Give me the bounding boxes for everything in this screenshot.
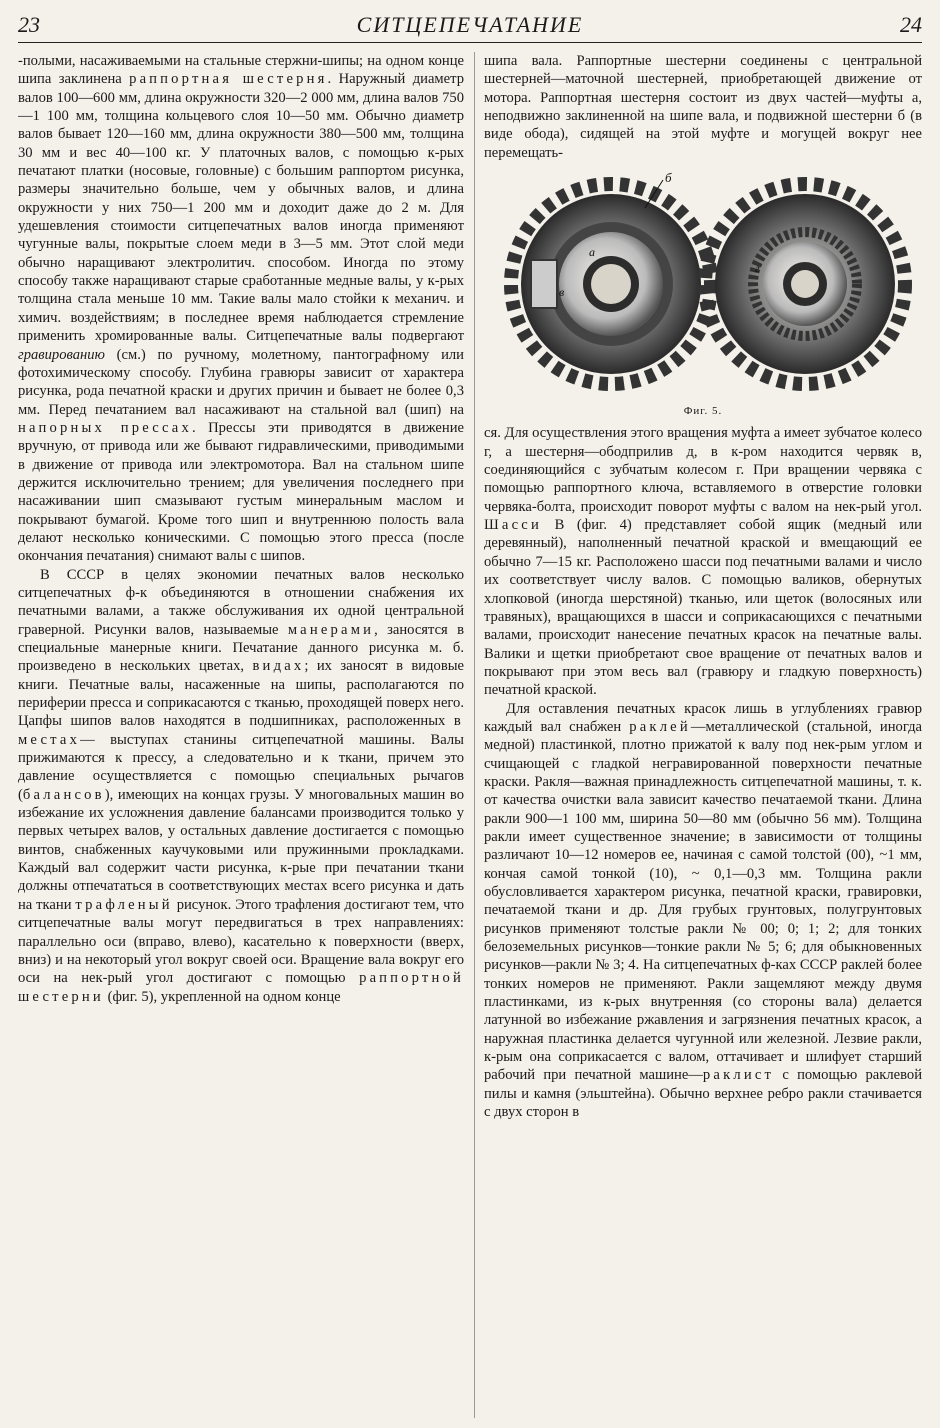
right-paragraph-3 [484, 700, 922, 1122]
left-paragraph-1 [18, 52, 464, 566]
figure-label-a: а [589, 245, 595, 260]
figure-label-b: б [665, 170, 672, 186]
text-run: (фиг. 5), укрепленной на одном конце [107, 988, 341, 1005]
gear-left [511, 184, 711, 384]
spaced-term: видах [252, 658, 305, 675]
figure-caption: Фиг. 5. [683, 405, 723, 418]
spaced-term: трафленый [75, 896, 173, 913]
spaced-term: раппортной шестерни [18, 970, 464, 1005]
text-run: В (фиг. 4) представляет собой ящик (медный или деревянный), наполненный печатной краской и вмещающий ее обычно 7—15 кг. Расположено шасси под печатными валами и число их соответствует числу валов. С помощью валиков, обернутых хлопковой (иногда шерстяной) тканью, или щеток (волосяных или травяных), вращающихся в шасси и соприкасающихся с печатными валами, происходит нанесение печатных красок на печатные валы. Валики и щетки приобретают свое вращение от печатных валов и покрывают при этом весь вал (гравюру и гладкую поверхность) печатной краской. [484, 517, 922, 699]
right-paragraph-1 [484, 52, 922, 162]
text-run: —металлической (стальной, иногда медной) пластинкой, плотно прижатой к валу под нек-рым углом и счищающей с гладкой негравированной поверхности печатные краски. Ракля—важная принадлежность ситцепечатной машины, т. к. от качества очистки вала зависит качество печатаемой ткани. Длина ракли 900—1 100 мм, ширина 50—80 мм (обычно 56 мм). Толщина ракли имеет существенное значение; в зависимости от толщины различают 10—12 номеров ее, начиная с самой толстой (00), ~1 мм, кончая самой тонкой (10), ~ 0,1—0,3 мм. Толщина ракли обусловливается характером рисунка, печатной краски, гравировки, печатаемой ткани и др. Для грубых грунтовых, полугрунтовых рисунков применяют толстые ракли № 00; 0; 1; 2; для тонких белоземельных рисунков—тонкие ракли № 5; 6; для обыкновенных рисунков—ракли № 3; 4. На ситцепечатных ф-ках СССР раклей более тонких номеров не применяют. Ракли защемляют между двумя пластинками, из к-рых внутренняя (со стороны вала) делается латунной во избежание ржавления и загрязнения печатных красок, а наружная пластинка делается чугунной или железной. Лезвие ракли, к-рым она соприкасается с валом, оттачивает и шлифует старший рабочий при печатной машине— [484, 718, 922, 1084]
text-run: ся. Для осуществления этого вращения муфта а имеет зубчатое колесо г, а шестерня—ободприлив д, в к-ром находится червяк в, соединяющийся с зубчатым колесом г. При вращении червяка с помощью раппортного ключа, вставляемого в отверстие головки червяка-болта, происходит поворот муфты с валом на нек-рый угол. [484, 425, 922, 515]
right-paragraph-2 [484, 424, 922, 699]
text-run: . Прессы эти приводятся в движение вручную, от привода или же бывают гидравлическими, приводимыми в движение от привода или электромотора. Вал на стальном шипе держится исключительно трением; для увеличения последнего при насаживании шип смазывают густым минеральным маслом и покрывают бумагой. Кроме того шип и внутреннюю полость вала делают несколько коническими. С помощью этого пресса (после окончания печатания) снимают валы с шипов. [18, 419, 464, 565]
spaced-term: раклист [702, 1067, 775, 1084]
figure-5 [484, 168, 922, 420]
text-run: . Наружный диаметр валов 100—600 мм, длина окружности 320—2 000 мм, длина валов 750—1 100 мм, толщина кольцевого слоя 10—50 мм. Обычно диаметр валов бывает 120—160 мм, длина окружности 380—500 мм, толщина 30 мм и вес 40—100 кг. У платочных валов, с помощью к-рых печатают платки (носовые, головные) с большим раппортом рисунка, размеры значительно больше, чем у обычных валов, и длина окружности у них 750—1 200 мм и доходит даже до 2 м. Для удешевления стоимости ситцепечатных валов иногда применяют чугунные валы, покрытые слоем меди в 3—5 мм. Этот слой меди обычно наращивают электролитич. способом. Иногда по этому способу также наращивают старые сработанные медные валы, у к-рых толщина стала меньше 10 мм. Такие валы мало стойки к механич. и химич. воздействиям; в последнее время наблюдается стремление применить хромированные валы. Ситцепечатные валы подвергают [18, 71, 464, 345]
page-header [18, 8, 922, 43]
spaced-term: в местах [18, 713, 464, 748]
text-run: шипа вала. Раппортные шестерни соединены с центральной шестерней—маточной шестерней, приобретающей движение от мотора. Раппортная шестерня состоит из двух частей—муфты а, неподвижно заклиненной на шипе вала, и подвижной шестерни б (в виде обода), сидящей на этой муфте и могущей вокруг нее перемещать- [484, 53, 922, 161]
page-number-left: 23 [18, 12, 40, 37]
figure-label-v: в [559, 285, 565, 300]
spaced-term: напорных прессах [18, 419, 192, 436]
spaced-term: балансов [22, 786, 105, 803]
running-title: СИТЦЕПЕЧАТАНИЕ [356, 12, 584, 37]
italic-term: гравированию [18, 346, 105, 363]
gear-right [705, 184, 905, 384]
spaced-term: Шасси [484, 517, 542, 534]
text-run: (см.) по ручному, молетному, пантографному или фотохимическому способу. Глубина гравюры зависит от характера рисунка, рода печатной краски и других причин и бывает не более 0,3 мм. Перед печатанием вал насаживают на стальной вал (шип) на [18, 346, 464, 418]
left-column [18, 52, 464, 1420]
text-run: ; их заносят в видовые книги. Печатные валы, насаженные на шипы, располагаются по периферии пресса и соприкасаются с тканью, проходящей поверх него. Цапфы шипов валов находятся в подшипниках, расположенных [18, 658, 464, 730]
text-run: -полыми, насаживаемыми на стальные стержни-шипы; на одном конце шипа заклинена [18, 53, 464, 88]
text-run: Для оставления печатных красок лишь в углублениях гравюр каждый вал снабжен [484, 700, 922, 735]
spaced-term: раклей [629, 718, 691, 735]
text-run: ), имеющих на концах грузы. У многовальных машин во избежание их усложнения давление балансами производится только у первых четырех валов, у остальных давление достигается с помощью винтов, снабженных каучуковыми или пружинными прокладками. Каждый вал содержит части рисунка, к-рые при печатании ткани должны отпечататься в соответствующих местах всего рисунка и дать на ткани [18, 786, 464, 913]
spaced-term: манерами [287, 621, 375, 638]
page-number-right: 24 [900, 12, 922, 37]
gear-illustration [493, 168, 913, 400]
figure-label-g: г [755, 261, 760, 276]
spaced-term: раппортная шестерня [129, 71, 328, 88]
left-paragraph-2 [18, 566, 464, 1006]
text-run: рисунок. Этого трафления достигают тем, что ситцепечатные валы могут передвигаться в трех направлениях: параллельно оси (вправо, влево), касательно к поверхности (вверх, вниз) и на некоторый угол вокруг своей оси. Вращение вала вокруг его оси на нек-рый угол достигают с помощью [18, 896, 464, 987]
column-divider [474, 52, 475, 1418]
text-run: , заносятся в специальные манерные книги. Печатание данного рисунка м. б. произведено в нескольких цветах, [18, 621, 464, 675]
text-run: — выступах станины ситцепечатной машины. Валы прижимаются к прессу, а следовательно и к ткани, причем это давление осуществляется с помощью специальных рычагов ( [18, 731, 464, 803]
text-run: В СССР в целях экономии печатных валов несколько ситцепечатных ф-к объединяются в отношении снабжения их печатными валами, а также обслуживания их одной центральной граверной. Рисунки валов, называемые [18, 566, 464, 638]
right-column [484, 52, 922, 1420]
text-run: с помощью раклевой пилы и камня (эльштейна). Обычно верхнее ребро ракли стачивается с двух сторон в [484, 1067, 922, 1121]
